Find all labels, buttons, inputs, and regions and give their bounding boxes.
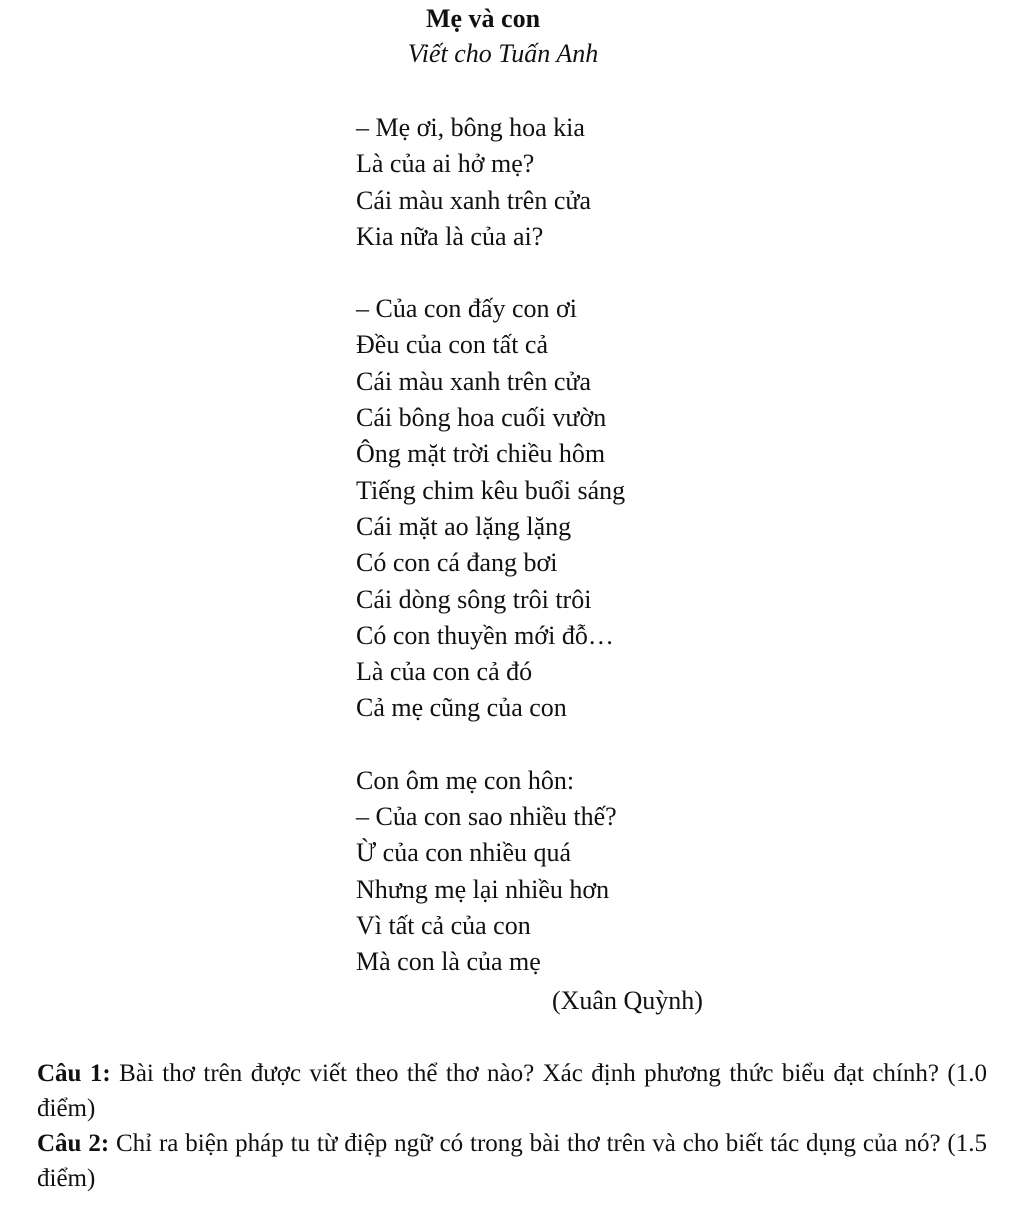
poem-line: – Mẹ ơi, bông hoa kia (356, 113, 585, 142)
questions-section (37, 1056, 987, 1196)
poem-line: Tiếng chim kêu buổi sáng (356, 475, 626, 505)
poem-line: Có con thuyền mới đỗ… (356, 620, 614, 650)
question-label: Câu 2: (37, 1130, 110, 1157)
poem-line: Cái màu xanh trên cửa (356, 366, 592, 396)
poem-line: Cái bông hoa cuối vườn (356, 403, 607, 433)
poem-line: Cả mẹ cũng của con (356, 693, 567, 723)
poem-line: Mà con là của mẹ (356, 947, 541, 977)
poem-line: Con ôm mẹ con hôn: (356, 765, 575, 795)
poem-line: Cái mặt ao lặng lặng (356, 511, 572, 541)
question-text: Chỉ ra biện pháp tu từ điệp ngữ có trong bài thơ trên và cho biết tác dụng của nó? (1.5 điểm) (37, 1130, 987, 1192)
question-text: Bài thơ trên được viết theo thể thơ nào? Xác định phương thức biểu đạt chính? (1.0 điểm) (37, 1060, 987, 1122)
question-label: Câu 1: (37, 1060, 111, 1087)
poem-subtitle: Viết cho Tuấn Anh (407, 39, 599, 68)
poem-line: Ông mặt trời chiều hôm (356, 439, 606, 469)
poem-body (356, 110, 625, 1017)
question-2 (37, 1126, 987, 1196)
poem-line: Cái màu xanh trên cửa (356, 185, 592, 215)
poem-line: Là của con cả đó (356, 657, 533, 687)
poem-line: – Của con đấy con ơi (356, 294, 577, 324)
poem-author: (Xuân Quỳnh) (552, 986, 703, 1015)
question-1 (37, 1056, 987, 1126)
poem-line: Đều của con tất cả (356, 330, 549, 360)
stanza-1 (356, 110, 625, 255)
poem-line: Cái dòng sông trôi trôi (356, 584, 592, 614)
poem-line: Vì tất cả của con (356, 910, 531, 940)
poem-title: Mẹ và con (425, 4, 541, 33)
poem-line: Là của ai hở mẹ? (356, 149, 535, 179)
poem-line: – Của con sao nhiều thế? (356, 802, 617, 832)
poem-line: Có con cá đang bơi (356, 548, 558, 578)
stanza-2 (356, 291, 625, 727)
poem-line: Ừ của con nhiều quá (356, 838, 572, 868)
stanza-3 (356, 763, 625, 981)
poem-line: Nhưng mẹ lại nhiều hơn (356, 874, 610, 904)
poem-line: Kia nữa là của ai? (356, 221, 544, 251)
